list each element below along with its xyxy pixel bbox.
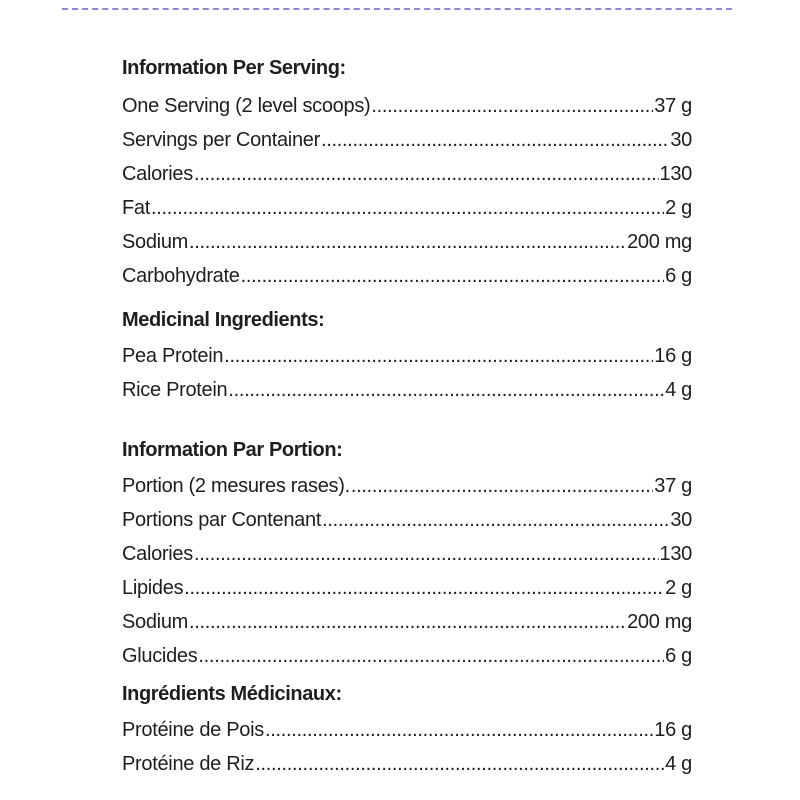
dot-leader [151,196,664,220]
serving-row-size-fr [122,472,692,498]
dot-leader [189,610,626,634]
row-value: 130 [659,543,692,565]
ingredient-row-rice-en [122,376,692,402]
serving-row-carbohydrate-fr [122,642,692,668]
serving-row-calories-fr [122,540,692,566]
row-label: Glucides [122,645,198,667]
row-label: Pea Protein [122,345,224,367]
ingredient-row-pea-en [122,342,692,368]
dot-leader [194,162,659,186]
dot-leader [241,264,665,288]
ingredient-row-rice-fr [122,750,692,776]
row-label: Fat [122,197,150,219]
row-value: 200 mg [627,611,692,633]
row-label: Calories [122,543,193,565]
row-value: 2 g [665,577,692,599]
serving-row-fat-en [122,194,692,220]
row-value: 4 g [665,379,692,401]
row-label: Sodium [122,231,189,253]
row-label: Lipides [122,577,184,599]
row-value: 16 g [654,719,692,741]
serving-row-size-en [122,92,692,118]
serving-row-fat-fr [122,574,692,600]
row-value: 37 g [654,95,692,117]
row-value: 6 g [665,265,692,287]
serving-row-sodium-fr [122,608,692,634]
row-value: 130 [659,163,692,185]
row-value: 200 mg [627,231,692,253]
row-value: 4 g [665,753,692,775]
row-value: 6 g [665,645,692,667]
dot-leader [321,128,669,152]
row-value: 37 g [654,475,692,497]
dot-leader [189,230,626,254]
row-value: 2 g [665,197,692,219]
dot-leader [351,474,653,498]
row-label: Rice Protein [122,379,228,401]
row-value: 16 g [654,345,692,367]
serving-info-heading-fr: Information Par Portion: [122,439,343,461]
medicinal-ingredients-heading-en: Medicinal Ingredients: [122,309,325,331]
row-label: Calories [122,163,193,185]
serving-row-carbohydrate-en [122,262,692,288]
medicinal-ingredients-heading-fr: Ingrédients Médicinaux: [122,683,342,705]
dot-leader [198,644,664,668]
dot-leader [265,718,653,742]
row-label: Carbohydrate [122,265,240,287]
dot-leader [322,508,669,532]
ingredient-row-pea-fr [122,716,692,742]
dot-leader [255,752,664,776]
dot-leader [371,94,653,118]
serving-row-calories-en [122,160,692,186]
row-label: Portions par Contenant [122,509,322,531]
serving-row-sodium-en [122,228,692,254]
dot-leader [228,378,664,402]
dot-leader [194,542,659,566]
top-dashed-border [62,8,732,10]
serving-row-servings-en [122,126,692,152]
dot-leader [224,344,653,368]
row-label: Portion (2 mesures rases). [122,475,350,497]
row-label: Sodium [122,611,189,633]
row-value: 30 [670,129,692,151]
serving-row-servings-fr [122,506,692,532]
row-label: One Serving (2 level scoops) [122,95,371,117]
row-value: 30 [670,509,692,531]
row-label: Servings per Container [122,129,320,151]
dot-leader [184,576,664,600]
serving-info-heading-en: Information Per Serving: [122,57,346,79]
row-label: Protéine de Riz [122,753,255,775]
row-label: Protéine de Pois [122,719,264,741]
